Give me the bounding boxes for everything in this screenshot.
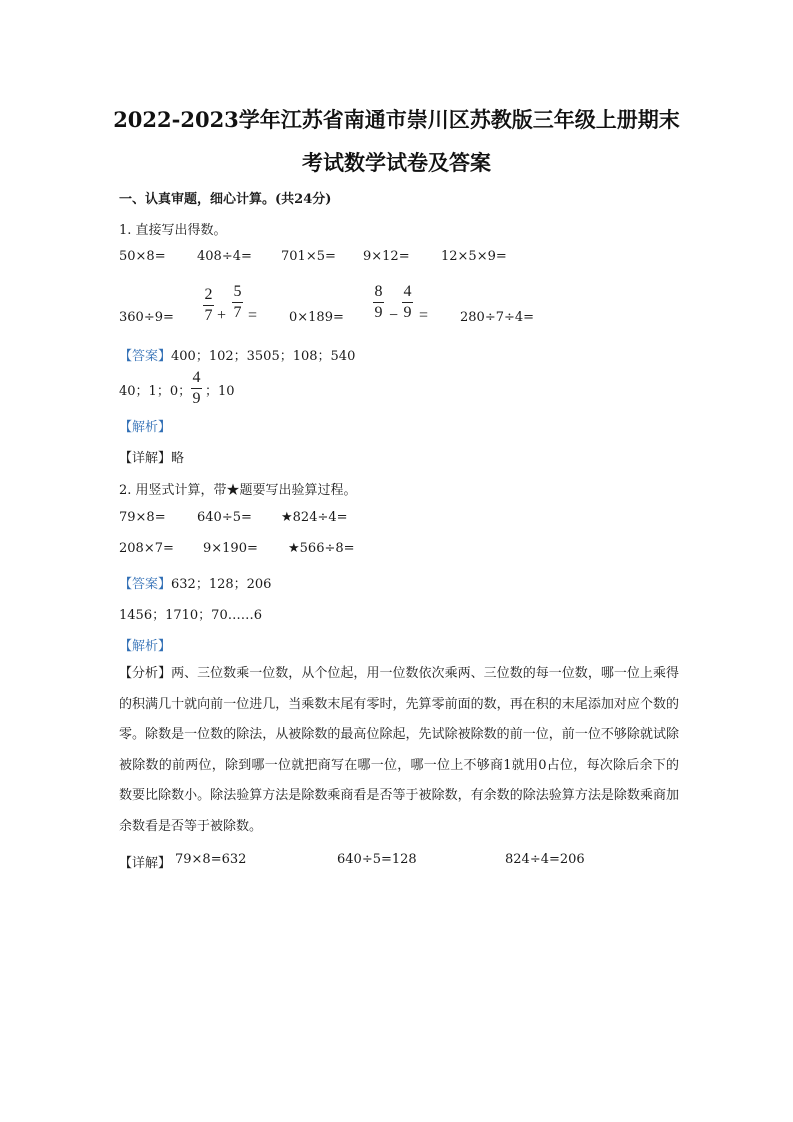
analysis-label: 【解析】 — [119, 420, 172, 435]
expression: 0×189= — [289, 310, 344, 325]
detail-item: 79×8=632 — [175, 852, 247, 867]
detail-text: 略 — [171, 451, 185, 466]
fraction — [373, 283, 384, 322]
question-2-prompt: 2. 用竖式计算，带★题要写出验算过程。 — [119, 483, 357, 498]
numerator: 8 — [374, 283, 383, 300]
fraction-bar — [373, 302, 384, 303]
expression: 9×190= — [203, 541, 258, 556]
answer-values: 632；128；206 — [171, 577, 272, 592]
expression: 50×8= — [119, 249, 166, 264]
answer-line-1 — [119, 345, 355, 364]
analysis-paragraph — [119, 659, 679, 842]
fraction-bar — [203, 305, 214, 306]
answer-values: ；10 — [205, 384, 235, 399]
fraction — [232, 283, 243, 322]
denominator: 9 — [403, 304, 412, 321]
detail-item: 824÷4=206 — [505, 852, 585, 867]
detail-label: 【详解】 — [119, 856, 172, 871]
numerator: 4 — [403, 283, 412, 300]
expression: 208×7= — [119, 541, 174, 556]
denominator: 9 — [374, 304, 383, 321]
fraction — [203, 286, 214, 325]
question-1-prompt: 1. 直接写出得数。 — [119, 223, 227, 238]
answer-values: 400；102；3505；108；540 — [171, 349, 356, 364]
expression: 9×12= — [363, 249, 410, 264]
answer-label: 【答案】 — [119, 349, 172, 364]
document-title-line1: 2022-2023学年江苏省南通市崇川区苏教版三年级上册期末 — [113, 107, 680, 132]
answer-line-2 — [119, 380, 191, 399]
minus-operator: − — [389, 307, 399, 324]
answer-line-1 — [119, 573, 271, 592]
expression: 79×8= — [119, 510, 166, 525]
numerator: 2 — [204, 286, 213, 303]
plus-operator: + — [217, 307, 227, 324]
denominator: 9 — [192, 390, 201, 407]
expression: 408÷4= — [197, 249, 252, 264]
fraction — [402, 283, 413, 322]
expression: ★566÷8= — [288, 541, 355, 556]
denominator: 7 — [204, 307, 213, 324]
expression: ★824÷4= — [281, 510, 348, 525]
fraction-bar — [232, 302, 243, 303]
denominator: 7 — [233, 304, 242, 321]
answer-values: 40；1；0； — [119, 384, 192, 399]
numerator: 4 — [192, 369, 201, 386]
numerator: 5 — [233, 283, 242, 300]
equals-sign: = — [248, 307, 258, 324]
expression: 280÷7÷4= — [460, 310, 535, 325]
expression: 640÷5= — [197, 510, 252, 525]
answer-label: 【答案】 — [119, 577, 172, 592]
fenxi-label: 【分析】 — [119, 666, 172, 681]
fenxi-text: 两、三位数乘一位数，从个位起，用一位数依次乘两、三位数的每一位数，哪一位上乘得的积满几十就向前一位进几，当乘数末尾有零时，先算零前面的数，再在积的末尾添加对应个数的零。除数是一位数的除法，从被除数的最高位除起，先试除被除数的前一位，前一位不够除就试除被除数的前两位，除到哪一位就把商写在哪一位，哪一位上不够商1就用0占位，每次除后余下的数要比除数小。除法验算方法是除数乘商看是否等于被除数，有余数的除法验算方法是除数乘商加余数看是否等于被除数。 — [119, 666, 679, 834]
analysis-label: 【解析】 — [119, 639, 172, 654]
expression: 12×5×9= — [441, 249, 507, 264]
section-heading: 一、认真审题，细心计算。(共24分) — [119, 192, 332, 207]
detail-item: 640÷5=128 — [337, 852, 417, 867]
equals-sign: = — [419, 307, 429, 324]
answer-line-2: 1456；1710；70……6 — [119, 608, 262, 623]
detail-line — [119, 447, 184, 466]
fraction-bar — [402, 302, 413, 303]
answer-fraction — [191, 369, 202, 408]
document-title-line2: 考试数学试卷及答案 — [302, 150, 491, 175]
detail-label: 【详解】 — [119, 451, 172, 466]
expression: 360÷9= — [119, 310, 174, 325]
fraction-bar — [191, 388, 202, 389]
expression: 701×5= — [281, 249, 336, 264]
